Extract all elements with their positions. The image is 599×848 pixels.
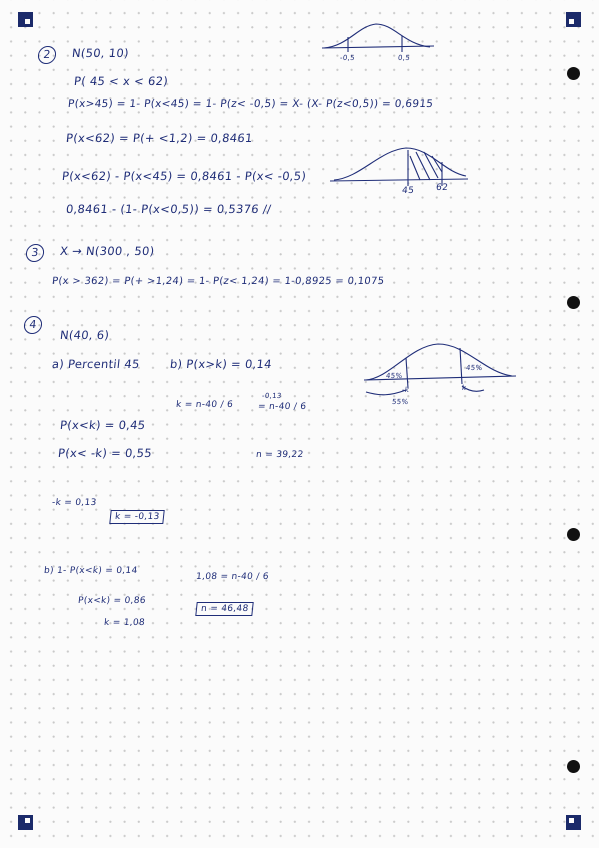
exercise-3-line-1: P(x > 362) = P(+ >1,24) = 1- P(z< 1,24) = 1-0,8925 = 0,1075 [51, 276, 385, 287]
normal-curve-sketch-3 [360, 338, 520, 408]
part-b-boxed-answer: n = 46,48 [195, 602, 254, 616]
binder-hole [567, 296, 580, 309]
k-formula-left: k = n-40 / 6 [175, 400, 234, 410]
binder-hole [567, 528, 580, 541]
scan-marker-bottom-left [18, 815, 33, 830]
part-b-line-1: b) 1- P(x<k) = 0,14 [43, 566, 138, 576]
part-b-line-3: k = 1,08 [103, 618, 146, 628]
exercise-4-number: 4 [23, 316, 43, 334]
sketch-3-right-area: 45% [465, 364, 483, 372]
part-b-equation: 1,08 = n-40 / 6 [195, 572, 270, 582]
scan-marker-top-right [566, 12, 581, 27]
normal-curve-sketch-2 [330, 142, 470, 192]
exercise-4-part-b-title: b) P(x>k) = 0,14 [169, 357, 273, 371]
binder-hole [567, 760, 580, 773]
exercise-2-line-1: P(x>45) = 1- P(x<45) = 1- P(z< -0,5) = X- (X- P(z<0,5)) = 0,6915 [67, 98, 434, 110]
exercise-2-line-4: 0,8461 - (1- P(x<0,5)) = 0,5376 // [65, 202, 272, 216]
part-a-line-2: P(x< -k) = 0,55 [57, 446, 153, 460]
sketch-2-left-label: 45 [401, 186, 415, 196]
part-a-line-3: -k = 0,13 [51, 498, 97, 508]
sketch-3-left-area: 45% [385, 372, 403, 380]
exercise-2-line-2: P(x<62) = P(+ <1,2) = 0,8461 [65, 131, 254, 145]
sketch-1-left-label: -0,5 [339, 54, 356, 62]
k-value-annotation: -0,13 [261, 392, 283, 400]
exercise-2-distribution: N(50, 10) [71, 46, 130, 60]
sketch-3-neg-k: -k [401, 386, 410, 394]
sketch-2-right-label: 62 [435, 183, 449, 193]
normal-curve-sketch-1 [318, 18, 438, 58]
exercise-2-number: 2 [37, 46, 57, 64]
exercise-4-part-a-title: a) Percentil 45 [51, 357, 141, 371]
part-a-line-1: P(x<k) = 0,45 [59, 418, 147, 432]
scan-marker-bottom-right [566, 815, 581, 830]
part-b-line-2: P(x<k) = 0,86 [77, 596, 147, 606]
sketch-3-bottom-area: 55% [391, 398, 409, 406]
exercise-3-distribution: X → N(300 , 50) [59, 244, 156, 258]
exercise-2-question: P( 45 < x < 62) [73, 74, 169, 88]
binder-hole [567, 67, 580, 80]
sketch-3-pos-k: k [461, 384, 467, 392]
part-a-boxed-answer: k = -0,13 [109, 510, 165, 524]
exercise-3-number: 3 [25, 244, 45, 262]
k-formula-right: = n-40 / 6 [257, 402, 307, 412]
part-a-result-n: n = 39,22 [255, 450, 304, 460]
sketch-1-right-label: 0,5 [397, 54, 411, 62]
exercise-4-distribution: N(40, 6) [59, 328, 110, 342]
scan-marker-top-left [18, 12, 33, 27]
exercise-2-line-3: P(x<62) - P(x<45) = 0,8461 - P(x< -0,5) [61, 169, 307, 183]
